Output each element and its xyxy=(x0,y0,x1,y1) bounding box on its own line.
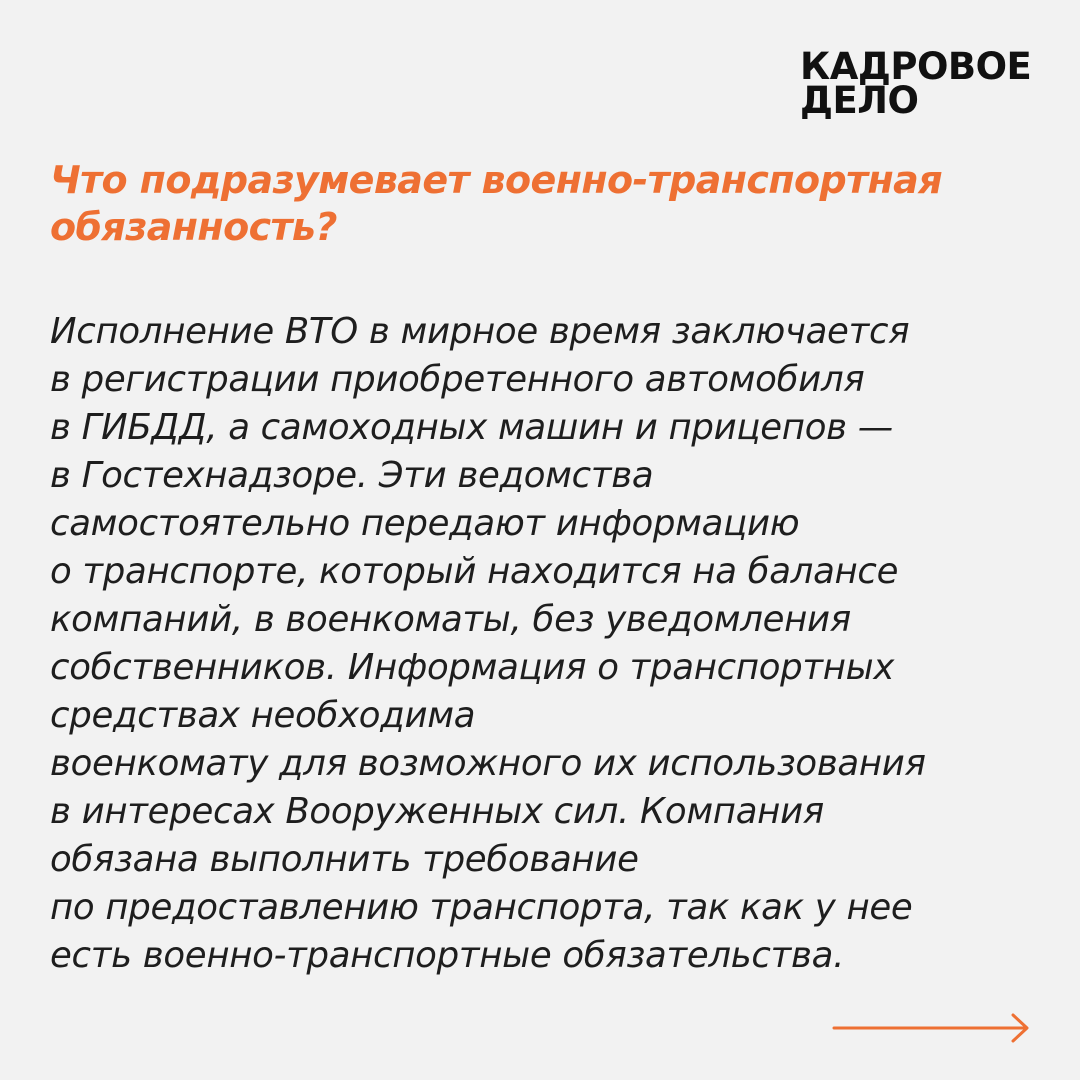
body-line: средствах необходима xyxy=(50,695,476,736)
brand-logo xyxy=(800,45,1032,122)
body-line: собственников. Информация о транспортных xyxy=(50,647,895,688)
body-line: есть военно-транспортные обязательства. xyxy=(50,935,845,976)
body-line: военкомату для возможного их использования xyxy=(50,743,926,784)
body-line: в ГИБДД, а самоходных машин и прицепов — xyxy=(50,407,893,448)
body-paragraph xyxy=(50,308,1050,980)
body-line: самостоятельно передают информацию xyxy=(50,503,800,544)
page-title: Что подразумевает военно-транспортная обязанность? xyxy=(50,158,943,249)
body-line: в интересах Вооруженных сил. Компания xyxy=(50,791,824,832)
body-line: обязана выполнить требование xyxy=(50,839,639,880)
body-line: в регистрации приобретенного автомобиля xyxy=(50,359,865,400)
logo-line-1: КАДРОВОЕ xyxy=(800,45,1032,88)
arrow-right-icon xyxy=(832,1012,1032,1044)
logo-line-2: ДЕЛО xyxy=(800,79,919,122)
body-line: компаний, в военкоматы, без уведомления xyxy=(50,599,851,640)
next-slide-button[interactable] xyxy=(832,1012,1032,1044)
body-line: в Гостехнадзоре. Эти ведомства xyxy=(50,455,654,496)
body-line: по предоставлению транспорта, так как у нее xyxy=(50,887,913,928)
body-line: Исполнение ВТО в мирное время заключается xyxy=(50,311,910,352)
body-line: о транспорте, который находится на балансе xyxy=(50,551,899,592)
